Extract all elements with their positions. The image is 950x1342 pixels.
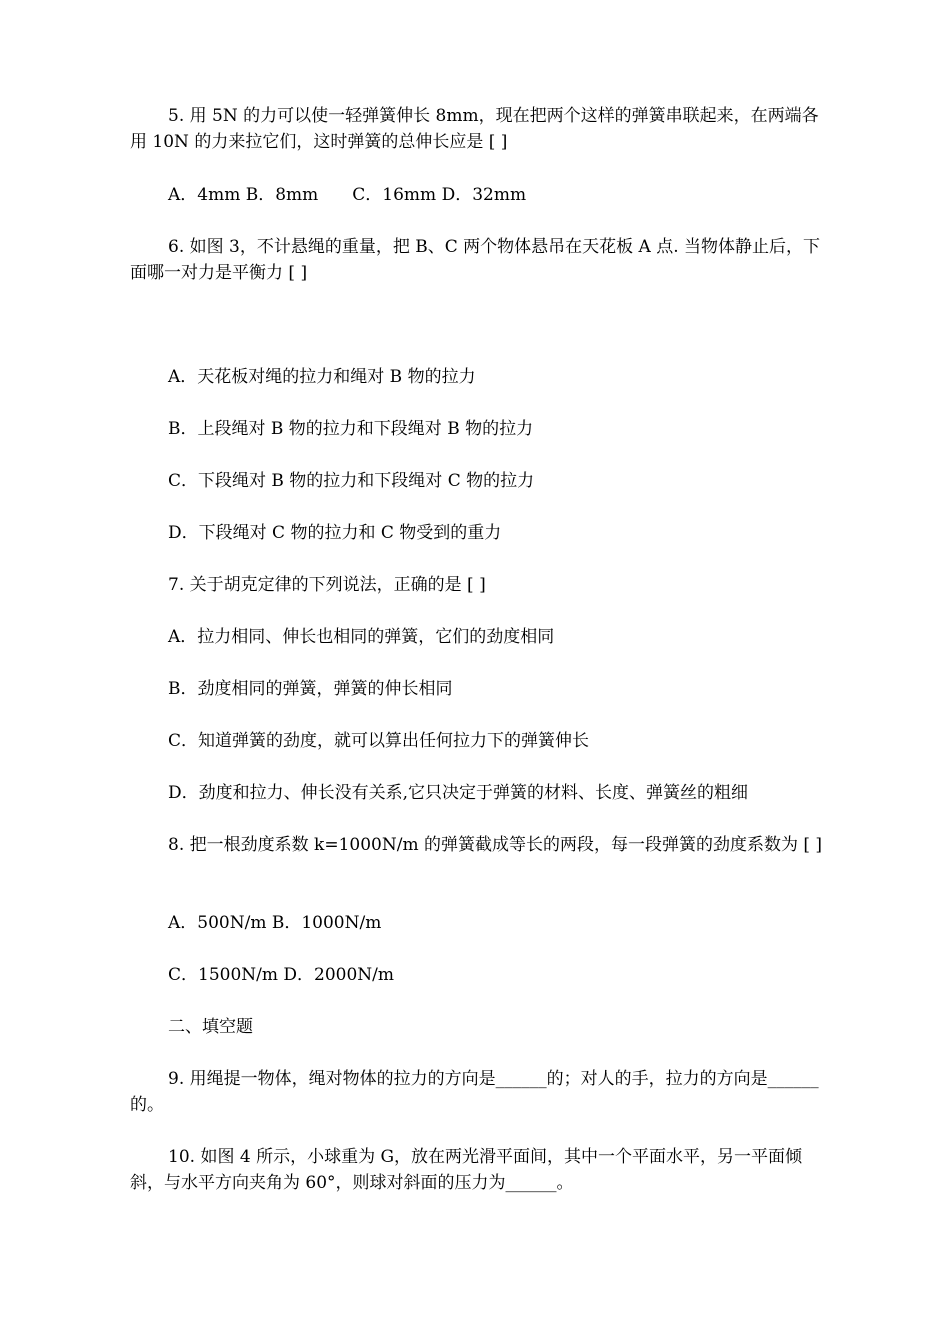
question-6-option-c: C．下段绳对 B 物的拉力和下段绳对 C 物的拉力 <box>168 471 535 491</box>
question-7-option-b: B．劲度相同的弹簧，弹簧的伸长相同 <box>168 679 453 699</box>
question-8-options-line-1: A．500N/m B．1000N/m <box>168 913 382 933</box>
question-7-option-c: C．知道弹簧的劲度，就可以算出任何拉力下的弹簧伸长 <box>168 731 590 751</box>
question-5-options: A．4mm B．8mm C．16mm D．32mm <box>168 185 527 205</box>
question-9: 9. 用绳提一物体，绳对物体的拉力的方向是______的；对人的手，拉力的方向是______的。 <box>130 1069 819 1115</box>
question-6-option-b: B．上段绳对 B 物的拉力和下段绳对 B 物的拉力 <box>168 419 534 439</box>
question-5-stem: 5. 用 5N 的力可以使一轻弹簧伸长 8mm，现在把两个这样的弹簧串联起来，在两端各用 10N 的力来拉它们，这时弹簧的总伸长应是 [ ] <box>130 106 819 152</box>
section-title: 二、填空题 <box>168 1017 253 1037</box>
question-7-option-a: A．拉力相同、伸长也相同的弹簧，它们的劲度相同 <box>168 627 555 647</box>
question-7-option-d: D．劲度和拉力、伸长没有关系,它只决定于弹簧的材料、长度、弹簧丝的粗细 <box>168 783 749 803</box>
question-6-option-d: D．下段绳对 C 物的拉力和 C 物受到的重力 <box>168 523 502 543</box>
question-7-stem: 7. 关于胡克定律的下列说法，正确的是 [ ] <box>168 575 486 595</box>
question-6-option-a: A．天花板对绳的拉力和绳对 B 物的拉力 <box>168 367 476 387</box>
question-8-stem: 8. 把一根劲度系数 k=1000N/m 的弹簧截成等长的两段，每一段弹簧的劲度系数为 [ ] <box>168 835 823 855</box>
question-8-options-line-2: C．1500N/m D．2000N/m <box>168 965 395 985</box>
question-6-stem: 6. 如图 3，不计悬绳的重量，把 B、C 两个物体悬吊在天花板 A 点. 当物体静止后，下面哪一对力是平衡力 [ ] <box>130 237 821 283</box>
question-10: 10. 如图 4 所示，小球重为 G，放在两光滑平面间，其中一个平面水平，另一平面倾斜，与水平方向夹角为 60°，则球对斜面的压力为______。 <box>130 1147 803 1193</box>
